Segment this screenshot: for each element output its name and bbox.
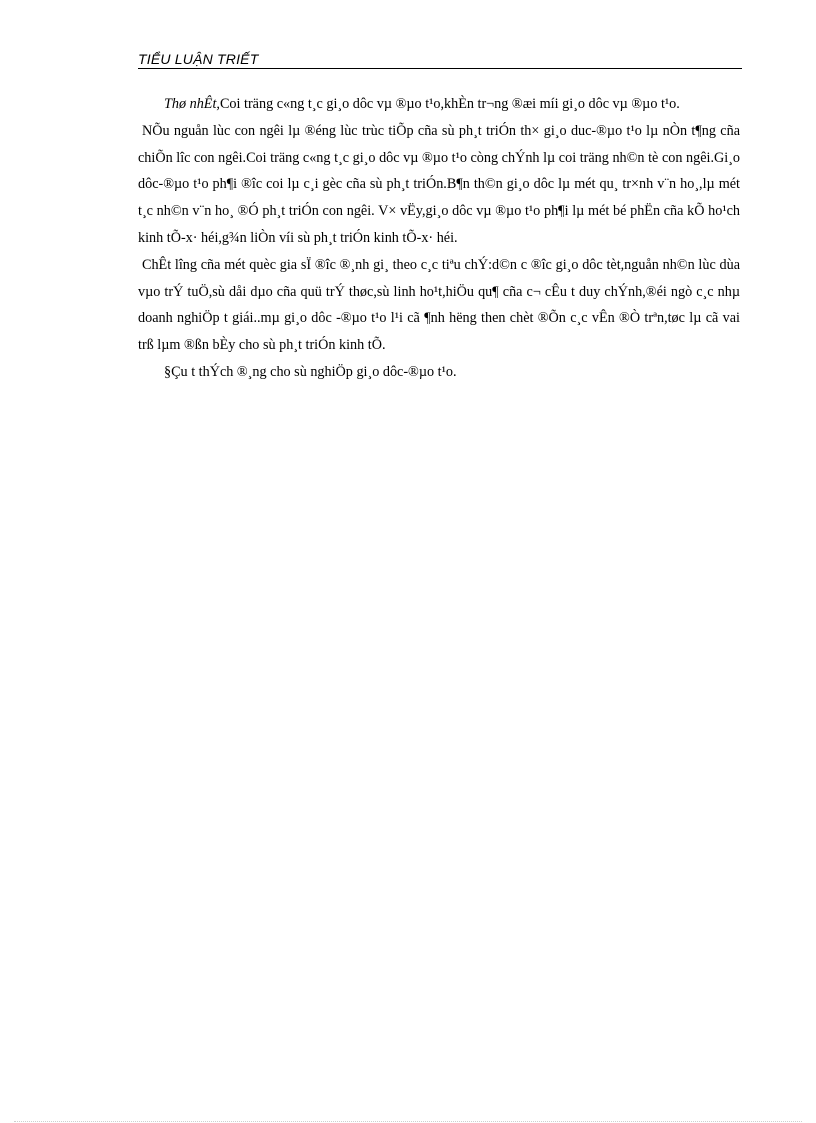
page-header [138, 50, 742, 69]
paragraph-1-lead: Thø nhÊt, [164, 96, 220, 112]
paragraph-3: ChÊt lîng cña mét quèc gia sÏ ®îc ®¸nh gi¸ theo c¸c tiªu chÝ:d©n c ®îc gi¸o dôc tèt,nguån nh©n lùc dùa vµo trÝ tuÖ,sù dåi dµo cña quü trÝ thøc,sù linh ho¹t,hiÖu qu¶ cña c¬ cÊu t duy chÝnh,®éi ngò c¸c nhµ doanh nghiÖp t giái..mµ gi¸o dôc -®µo t¹o l¹i cã ¶nh hëng then chèt ®Õn c¸c vÊn ®Ò trªn,tøc lµ cã vai trß lµm ®ßn bÈy cho sù ph¸t triÓn kinh tÕ. [138, 256, 740, 354]
paragraph-1 [138, 91, 740, 118]
paragraph-2: NÕu nguån lùc con ngêi lµ ®éng lùc trùc tiÕp cña sù ph¸t triÓn th× gi¸o duc-®µo t¹o lµ nÒn t¶ng cña chiÕn lîc con ngêi.Coi träng c«ng t¸c gi¸o dôc vµ ®µo t¹o còng chÝnh lµ coi träng nh©n tè con ngêi.Gi¸o dôc-®µo t¹o ph¶i ®îc coi lµ c¸i gèc cña sù ph¸t triÓn.B¶n th©n gi¸o dôc lµ mét qu¸ tr×nh v¨n ho¸,lµ mét t¸c nh©n v¨n ho¸ ®Ó ph¸t triÓn con ngêi. V× vËy,gi¸o dôc vµ ®µo t¹o ph¶i lµ mét bé phËn cña kÕ ho¹ch kinh tÕ-x· héi,g¾n liÒn víi sù ph¸t triÓn kinh tÕ-x· héi. [138, 122, 740, 246]
document-body [138, 91, 740, 386]
paragraph-1-text: Coi träng c«ng t¸c gi¸o dôc vµ ®µo t¹o,khÈn tr¬ng ®æi míi gi¸o dôc vµ ®µo t¹o. [219, 96, 680, 112]
header-title: TIỂU LUẬN TRIẾT [138, 51, 259, 67]
page-bottom-divider [14, 1121, 802, 1122]
paragraph-4: §Çu t thÝch ®¸ng cho sù nghiÖp gi¸o dôc-®µo t¹o. [164, 363, 457, 380]
